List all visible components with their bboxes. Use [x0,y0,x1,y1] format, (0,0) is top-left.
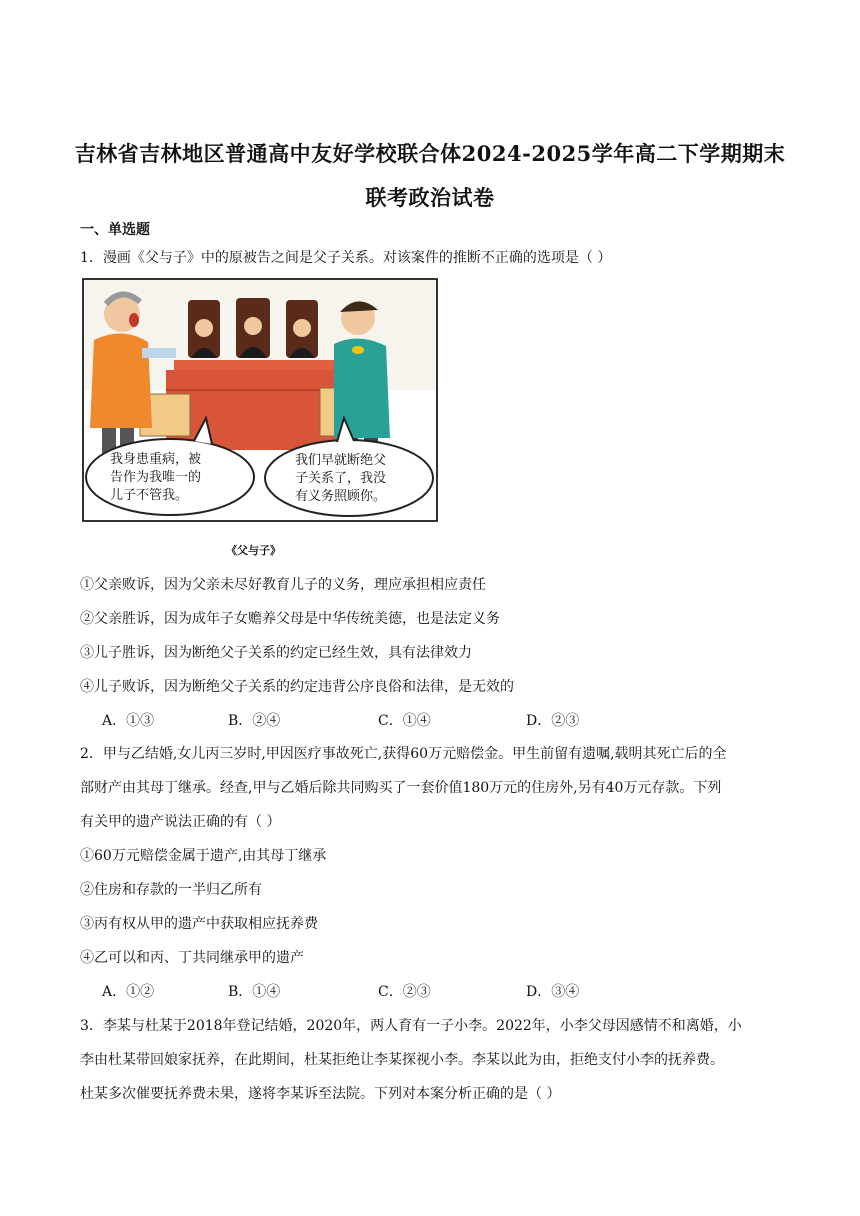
q2-option-a[interactable]: A．①② [102,984,155,1000]
cartoon-father-and-son [82,278,438,522]
q2-option-b[interactable]: B．①④ [228,984,281,1000]
q1-option-d[interactable]: D．②③ [526,713,580,729]
bubble-left-line2: 告作为我唯一的 [110,470,202,485]
q1-item-3: ③儿子胜诉，因为断绝父子关系的约定已经生效，具有法律效力 [80,645,472,661]
q1-item-1: ①父亲败诉，因为父亲未尽好教育儿子的义务，理应承担相应责任 [80,577,486,593]
bubble-right-line3: 有义务照顾你。 [295,489,387,504]
q2-option-c[interactable]: C．②③ [378,984,431,1000]
exam-title-line2: 联考政治试卷 [365,185,495,210]
bubble-left-line3: 儿子不管我。 [110,488,189,503]
q2-option-d[interactable]: D．③④ [526,984,580,1000]
q1-option-a[interactable]: A．①③ [102,713,155,729]
section-heading: 一、单选题 [80,222,150,238]
bubble-right-line1: 我们早就断绝父 [295,453,387,468]
q2-stem-line1: 2．甲与乙结婚,女儿丙三岁时,甲因医疗事故死亡,获得60万元赔偿金。甲生前留有遗嘱,载明其死亡后的全 [80,746,727,762]
q1-item-4: ④儿子败诉，因为断绝父子关系的约定违背公序良俗和法律，是无效的 [80,679,514,695]
q2-item-4: ④乙可以和丙、丁共同继承甲的遗产 [80,950,304,966]
exam-title-line1: 吉林省吉林地区普通高中友好学校联合体2024-2025学年高二下学期期末 [74,141,786,166]
q3-stem-line1: 3．李某与杜某于2018年登记结婚，2020年，两人育有一子小李。2022年，小李父母因感情不和离婚，小 [80,1018,742,1034]
q2-item-1: ①60万元赔偿金属于遗产,由其母丁继承 [80,848,327,864]
q3-stem-line2: 李由杜某带回娘家抚养，在此期间，杜某拒绝让李某探视小李。李某以此为由，拒绝支付小李的抚养费。 [80,1052,724,1068]
q2-stem-line2: 部财产由其母丁继承。经查,甲与乙婚后除共同购买了一套价值180万元的住房外,另有40万元存款。下列 [80,780,722,796]
q3-stem-line3: 杜某多次催要抚养费未果，遂将李某诉至法院。下列对本案分析正确的是（ ） [80,1086,561,1102]
bubble-right-line2: 子关系了，我没 [295,471,387,486]
q1-option-b[interactable]: B．②④ [228,713,281,729]
q1-option-c[interactable]: C．①④ [378,713,431,729]
q1-item-2: ②父亲胜诉，因为成年子女赡养父母是中华传统美德，也是法定义务 [80,611,500,627]
bubble-left-line1: 我身患重病，被 [110,452,202,467]
q2-stem-line3: 有关甲的遗产说法正确的有（ ） [80,814,281,830]
q2-item-2: ②住房和存款的一半归乙所有 [80,882,262,898]
cartoon-caption: 《父与子》 [226,544,281,557]
q1-stem: 1．漫画《父与子》中的原被告之间是父子关系。对该案件的推断不正确的选项是（ ） [80,250,612,266]
q2-item-3: ③丙有权从甲的遗产中获取相应抚养费 [80,916,318,932]
